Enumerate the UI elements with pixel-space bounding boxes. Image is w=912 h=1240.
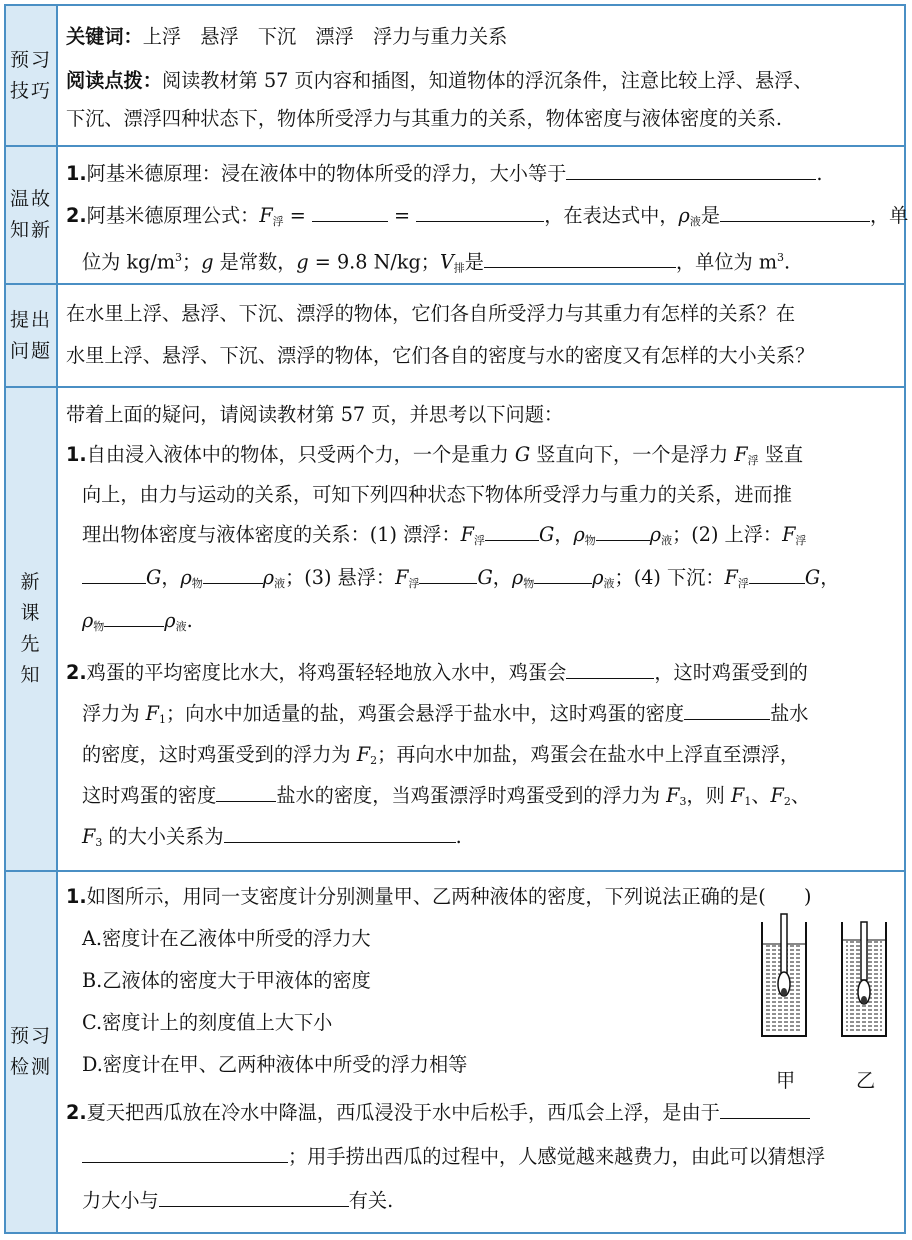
question-text: 的密度，这时鸡蛋受到的浮力为 [82,743,357,766]
question-text: ；(3) 悬浮： [285,566,396,589]
question-number: 1. [66,443,87,466]
symbol: V [439,250,454,274]
symbol-sub: 2 [370,754,378,767]
question-text: 、 [751,784,771,807]
answer-blank[interactable] [749,565,805,584]
symbol: ρ [262,566,275,589]
symbol: ρ [678,204,690,227]
label-line: 先 [20,633,42,655]
symbol-sub: 浮 [737,577,749,590]
label-line: 问题 [9,339,52,362]
question-text: 水里上浮、悬浮、下沉、漂浮的物体，它们各自的密度与水的密度又有怎样的大小关系？ [66,344,815,367]
question-text: 是常数， [213,250,297,274]
symbol: F [730,784,745,807]
symbol: F [770,784,784,807]
question-text: ，这时鸡蛋受到的 [654,661,808,684]
label-line: 课 [20,602,42,624]
cylinder-yi [842,922,886,1036]
answer-blank[interactable] [203,565,263,584]
question-text: ，单 [870,204,909,227]
symbol: F [460,523,474,546]
question-text: ；(2) 上浮： [672,523,783,546]
symbol-sub: 浮 [272,215,284,228]
equals: = [387,204,417,227]
answer-blank[interactable] [82,565,146,584]
symbol-sub: 浮 [795,534,807,547]
answer-blank[interactable] [534,565,592,584]
superscript: 3 [777,251,785,264]
symbol-sub: 3 [679,795,687,808]
symbol: ρ [82,609,94,632]
question-number: 2. [66,661,87,684]
question-text: 如图所示，用同一支密度计分别测量甲、乙两种液体的密度，下列说法正确的是( ) [86,885,812,908]
answer-blank[interactable] [216,783,276,802]
question-text: . [455,825,462,848]
question-number: 1. [66,885,87,908]
symbol-sub: 浮 [747,454,759,467]
symbol: g [296,250,309,274]
symbol-sub: 液 [603,577,615,590]
symbol-sub: 物 [191,577,203,590]
question-text: 这时鸡蛋的密度 [82,784,217,807]
answer-blank[interactable] [566,660,654,679]
symbol-sub: 1 [159,713,166,726]
symbol: G [146,566,162,589]
symbol-sub: 液 [661,534,673,547]
answer-blank[interactable] [596,522,650,541]
answer-blank[interactable] [720,203,870,222]
row-label [6,872,58,1232]
question-text: ；再向水中加盐，鸡蛋会在盐水中上浮直至漂浮， [377,743,800,766]
answer-blank[interactable] [159,1188,349,1207]
label-line: 知 [20,664,42,686]
answer-blank[interactable] [419,565,477,584]
option-b[interactable]: B.乙液体的密度大于甲液体的密度 [82,969,371,992]
question-text: 盐水 [770,702,809,725]
tip-text: 下沉、漂浮四种状态下，物体所受浮力与其重力的关系，物体密度与液体密度的关系. [66,107,783,130]
symbol: ρ [511,566,524,589]
row-questions [6,285,904,388]
label-line: 知新 [9,219,52,241]
row-content [58,285,904,386]
symbol: F [82,825,96,848]
option-c[interactable]: C.密度计上的刻度值上大下小 [82,1011,333,1034]
superscript: 3 [175,251,183,264]
intro-text: 带着上面的疑问，请阅读教材第 57 页，并思考以下问题： [66,403,564,426]
symbol-sub: 物 [584,534,596,547]
symbol: F [395,566,409,589]
label-line: 预习 [9,1025,52,1047]
tip-text: 阅读教材第 57 页内容和插图，知道物体的浮沉条件，注意比较上浮、悬浮、 [161,69,813,92]
answer-blank[interactable] [224,824,456,843]
question-text: ，则 [686,784,731,807]
question-text: 在水里上浮、悬浮、下沉、漂浮的物体，它们各自所受浮力与其重力有怎样的关系？在 [66,302,796,325]
symbol: G [477,566,493,589]
symbol: F [259,204,273,227]
option-a[interactable]: A.密度计在乙液体中所受的浮力大 [82,927,371,950]
row-content: 1.阿基米德原理：浸在液体中的物体所受的浮力，大小等于 . 2.阿基米德原理公式：$F_浮$ = = ，在表达式中，$\rho_液$是 ，单 位为 $kg/m^3$；g 是常数，g = 9.8 N/kg；$V_排$是 ，单位为 $m^3$. [66,162,909,275]
question-text: ；用手捞出西瓜的过程中，人感觉越来越费力，由此可以猜想浮 [288,1145,826,1168]
symbol-sub: 浮 [408,577,420,590]
label-line: 预习 [9,48,52,71]
question-text: ， [820,566,840,589]
question-number: 2. [66,204,87,227]
row-label [6,388,58,870]
answer-blank[interactable] [720,1100,810,1119]
symbol: F [356,743,371,766]
question-text: 鸡蛋的平均密度比水大，将鸡蛋轻轻地放入水中，鸡蛋会 [86,661,567,684]
symbol: ρ [164,609,176,632]
row-label [6,6,58,145]
question-text: 位为 kg/m [82,250,176,274]
question-text: = 9.8 N/kg； [308,250,440,274]
question-text: . [186,609,193,632]
question-text: 是 [464,250,484,274]
answer-blank[interactable] [82,1144,288,1163]
figure-label-yi: 乙 [856,1069,876,1092]
symbol: F [145,702,159,725]
row-label [6,285,58,386]
question-text: 、 [790,784,811,807]
symbol: F [782,523,796,546]
symbol-sub: 液 [274,577,286,590]
symbol-sub: 物 [93,620,105,633]
question-text: 力大小与 [82,1189,159,1212]
label-line: 温故 [9,188,52,210]
label-line: 技巧 [9,79,52,102]
question-text: ，在表达式中， [544,204,679,227]
option-d[interactable]: D.密度计在甲、乙两种液体中所受的浮力相等 [82,1053,468,1076]
symbol: G [804,566,821,589]
symbol-sub: 3 [95,836,103,849]
row-new-lesson [6,388,904,872]
answer-blank[interactable] [312,203,388,222]
answer-blank[interactable] [104,608,164,627]
tip-label: 阅读点拨： [66,69,162,92]
figure-label-jia: 甲 [776,1069,796,1092]
question-text: 盐水的密度，当鸡蛋漂浮时鸡蛋受到的浮力为 [276,784,667,807]
answer-blank[interactable] [566,161,816,180]
symbol: F [724,566,738,589]
question-text: 浮力为 [82,702,146,725]
equals: = [283,204,312,227]
question-text: ， [161,566,181,589]
question-number: 2. [66,1101,87,1124]
row-content [58,6,904,145]
label-line: 检测 [9,1056,52,1078]
question-text: 竖直 [758,443,804,466]
question-text: 是 [700,204,720,227]
cylinder-jia [762,914,806,1036]
question-text: 夏天把西瓜放在冷水中降温，西瓜浸没于水中后松手，西瓜会上浮，是由于 [86,1101,720,1124]
symbol-sub: 1 [744,795,752,808]
question-text: ； [182,250,202,274]
worksheet-table [4,4,909,1234]
question-text: ， [492,566,512,589]
question-text: ；向水中加适量的盐，鸡蛋会悬浮于盐水中，这时鸡蛋的密度 [166,702,685,725]
keywords-label: 关键词： [66,25,143,48]
symbol-sub: 物 [523,577,535,590]
question-text: ，单位为 m [675,250,778,274]
question-text: 理出物体密度与液体密度的关系：(1) 漂浮： [82,523,461,546]
answer-blank[interactable] [416,203,544,222]
symbol: G [514,443,531,466]
symbol: F [666,784,680,807]
symbol: ρ [592,566,604,589]
label-line: 提出 [9,308,52,331]
question-text: 竖直向下，一个是浮力 [530,443,735,466]
question-text: 有关. [348,1189,394,1212]
question-text: . [784,250,791,274]
symbol-sub: 浮 [473,534,485,547]
question-text: ；(4) 下沉： [614,566,725,589]
symbol-sub: 排 [453,261,465,275]
symbol: ρ [649,523,662,546]
row-label [6,147,58,283]
question-text: 向上，由力与运动的关系，可知下列四种状态下物体所受浮力与重力的关系，进而推 [82,483,792,506]
symbol: ρ [573,523,585,546]
answer-blank[interactable] [485,522,539,541]
hydrometer-figure [748,912,898,1062]
question-text: 自由浸入液体中的物体，只受两个力，一个是重力 [86,443,515,466]
question-text: 的大小关系为 [102,825,224,848]
question-text: 阿基米德原理：浸在液体中的物体所受的浮力，大小等于 [86,162,567,185]
row-preview-tips [6,6,904,147]
symbol-sub: 液 [689,215,701,228]
answer-blank[interactable] [684,701,770,720]
symbol: g [201,250,214,274]
symbol-sub: 2 [783,795,791,808]
answer-blank[interactable] [484,249,676,268]
row-content [58,872,904,1232]
question-text: 阿基米德原理公式： [86,204,260,227]
symbol: G [538,523,555,546]
row-content [58,388,904,870]
question-text: ， [554,523,574,546]
row-preview-test [6,872,904,1232]
symbol: ρ [180,566,192,589]
question-number: 1. [66,162,87,185]
row-review [6,147,909,285]
symbol-sub: 液 [175,620,187,633]
label-line: 新 [20,571,42,593]
keywords: 上浮 悬浮 下沉 漂浮 浮力与重力关系 [142,25,508,48]
symbol: F [734,443,748,466]
